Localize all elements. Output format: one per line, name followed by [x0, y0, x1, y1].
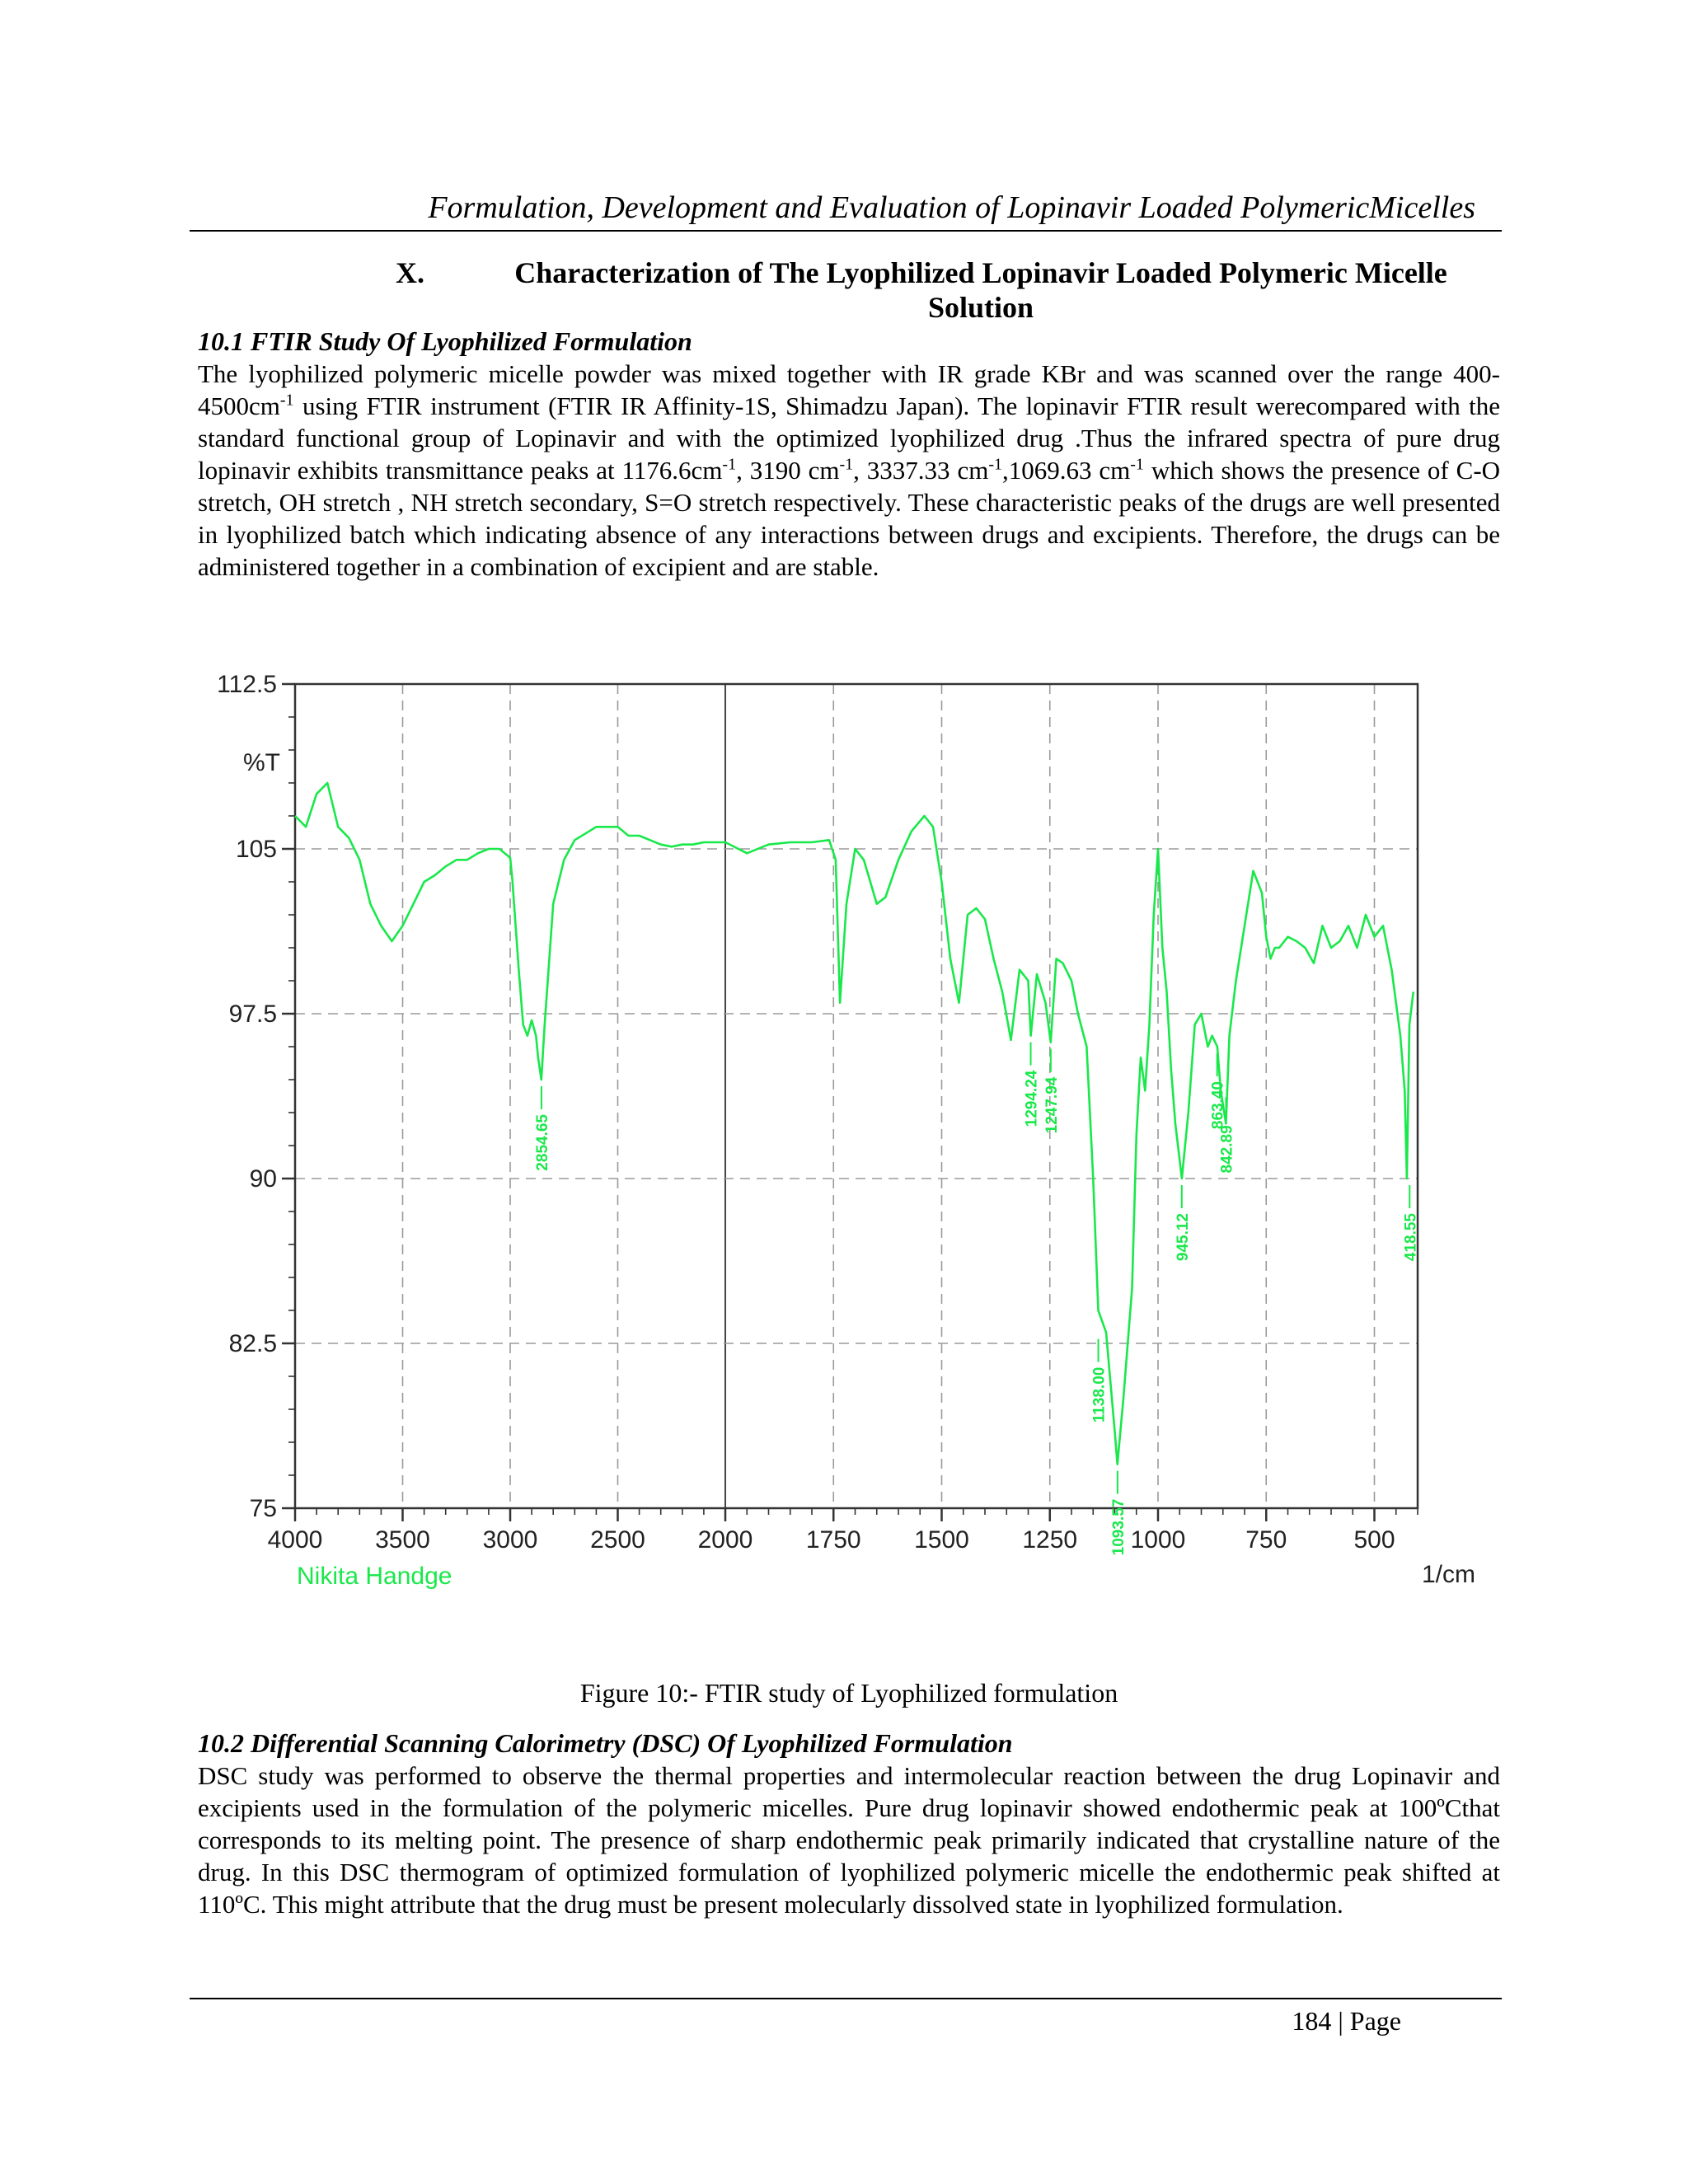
- section-title: Characterization of The Lyophilized Lopinavir Loaded Polymeric Micelle Solution: [514, 256, 1447, 324]
- ftir-paragraph: [198, 358, 1500, 583]
- peak-label: 2854.65: [533, 1114, 551, 1171]
- transmittance-line: [295, 783, 1414, 1465]
- ftir-text-3: , 3190 cm: [736, 456, 840, 485]
- chart-grid: [295, 684, 1418, 1508]
- ftir-chart: [198, 651, 1476, 1615]
- figure-caption: Figure 10:- FTIR study of Lyophilized formulation: [579, 1678, 1118, 1708]
- header-rule: [190, 230, 1502, 232]
- x-tick-label: 750: [1245, 1526, 1287, 1554]
- x-tick-label: 500: [1353, 1526, 1395, 1554]
- peak-label: 1294.24: [1023, 1070, 1041, 1127]
- operator-label: Nikita Handge: [297, 1563, 452, 1590]
- peak-label: 945.12: [1174, 1213, 1192, 1262]
- x-tick-label: 1750: [805, 1526, 861, 1554]
- y-tick-label: 82.5: [228, 1330, 277, 1357]
- x-tick-label: 3000: [482, 1526, 538, 1554]
- page-number: 184 | Page: [1292, 2006, 1401, 2036]
- ftir-sup-4: -1: [988, 455, 1002, 474]
- peak-label: 842.89: [1218, 1125, 1236, 1174]
- x-tick-label: 2000: [697, 1526, 753, 1554]
- ftir-sup-1: -1: [279, 391, 294, 410]
- chart-series: [295, 783, 1414, 1465]
- ftir-text-2: using FTIR instrument (FTIR IR Affinity-1S, Shimadzu Japan). The lopinavir FTIR result werecompared with the standard functional group of Lopinavir and with the optimized lyophilized drug .Thus the infrared spectra of pure drug lopinavir exhibits transmittance peaks at 1176.6cm: [198, 391, 1500, 485]
- x-axis-unit-label: 1/cm: [1422, 1561, 1476, 1588]
- subsection-heading-ftir: 10.1 FTIR Study Of Lyophilized Formulation: [198, 326, 692, 356]
- ftir-text-1: The lyophilized polymeric micelle powder was mixed together with IR grade KBr and was scanned over the range 400-4500cm: [198, 359, 1500, 420]
- peak-label: 1138.00: [1090, 1366, 1109, 1423]
- x-tick-label: 3500: [375, 1526, 430, 1554]
- ftir-sup-5: -1: [1130, 455, 1144, 474]
- running-header: Formulation, Development and Evaluation of Lopinavir Loaded PolymericMicelles: [428, 190, 1475, 225]
- y-tick-label: 97.5: [228, 1001, 277, 1028]
- peak-label: 863.40: [1209, 1081, 1227, 1130]
- dsc-paragraph: DSC study was performed to observe the thermal properties and intermolecular reaction between the drug Lopinavir and excipients used in the formulation of the polymeric micelles. Pure drug lopinavir showed endothermic peak at 100ºCthat corresponds to its melting point. The presence of sharp endothermic peak primarily indicated that crystalline nature of the drug. In this DSC thermogram of optimized formulation of lyophilized polymeric micelle the endothermic peak shifted at 110ºC. This might attribute that the drug must be present molecularly dissolved state in lyophilized formulation.: [198, 1761, 1500, 1919]
- ftir-text-6: which shows the presence of C-O stretch, OH stretch , NH stretch secondary, S=O stretch respectively. These characteristic peaks of the drugs are well presented in lyophilized batch which indicating absence of any interactions between drugs and excipients. Therefore, the drugs can be administered together in a combination of excipient and are stable.: [198, 456, 1501, 581]
- y-tick-label: 75: [249, 1495, 277, 1522]
- subsection-heading-dsc: 10.2 Differential Scanning Calorimetry (DSC) Of Lyophilized Formulation: [198, 1728, 1013, 1758]
- y-tick-label: 105: [235, 836, 277, 863]
- plot-frame: [295, 684, 1418, 1508]
- x-tick-label: 1000: [1130, 1526, 1186, 1554]
- footer-rule: [190, 1998, 1502, 1999]
- x-tick-label: 2500: [590, 1526, 645, 1554]
- ftir-sup-2: -1: [722, 455, 737, 474]
- x-tick-label: 1500: [914, 1526, 969, 1554]
- y-tick-label: 112.5: [217, 671, 277, 698]
- peak-label: 418.55: [1402, 1213, 1420, 1262]
- chart-axes: [295, 684, 1418, 1508]
- ftir-text-5: ,1069.63 cm: [1002, 456, 1131, 485]
- chart-peak-labels: [534, 1043, 1419, 1556]
- y-tick-label: 90: [249, 1165, 277, 1193]
- y-axis-label: %T: [243, 749, 280, 776]
- ftir-sup-3: -1: [839, 455, 854, 474]
- ftir-text-4: , 3337.33 cm: [853, 456, 989, 485]
- section-number: X.: [396, 256, 424, 289]
- x-tick-label: 4000: [267, 1526, 323, 1554]
- peak-label: 1093.57: [1109, 1498, 1128, 1556]
- chart-ticks: [217, 671, 1418, 1554]
- peak-label: 1247.94: [1043, 1076, 1061, 1134]
- x-tick-label: 1250: [1022, 1526, 1078, 1554]
